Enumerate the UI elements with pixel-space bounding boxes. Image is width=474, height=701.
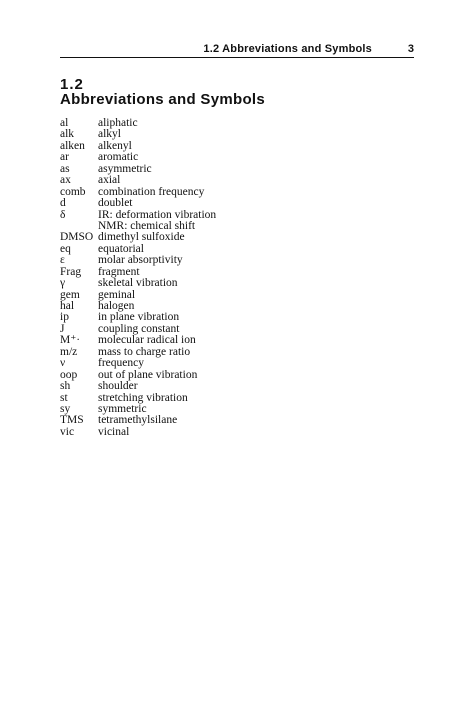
abbreviation: m/z bbox=[60, 345, 78, 358]
definition: mass to charge ratio bbox=[98, 345, 191, 358]
running-head-title: 1.2 Abbreviations and Symbols bbox=[203, 43, 372, 55]
abbreviation: gem bbox=[60, 288, 80, 301]
definition: doublet bbox=[98, 197, 133, 210]
definition: tetramethylsilane bbox=[98, 414, 178, 427]
definition: fragment bbox=[98, 265, 140, 278]
definition: geminal bbox=[98, 288, 136, 301]
definition: aromatic bbox=[98, 151, 139, 164]
definition: skeletal vibration bbox=[98, 277, 178, 290]
abbreviation: alken bbox=[60, 139, 85, 152]
list-item bbox=[60, 175, 320, 186]
definition: alkenyl bbox=[98, 139, 132, 152]
abbreviation-list bbox=[60, 118, 320, 438]
abbreviation: oop bbox=[60, 368, 78, 381]
section-title: Abbreviations and Symbols bbox=[60, 91, 266, 108]
abbreviation: d bbox=[60, 197, 66, 210]
definition: stretching vibration bbox=[98, 391, 188, 404]
abbreviation: ε bbox=[60, 254, 65, 267]
definition: IR: deformation vibration bbox=[98, 208, 217, 221]
abbreviation: alk bbox=[60, 128, 75, 141]
definition: dimethyl sulfoxide bbox=[98, 231, 185, 244]
list-item bbox=[60, 358, 320, 369]
abbreviation: γ bbox=[60, 277, 66, 290]
definition: aliphatic bbox=[98, 117, 138, 129]
abbreviation: ip bbox=[60, 311, 69, 324]
list-item bbox=[60, 198, 320, 209]
definition: halogen bbox=[98, 300, 135, 312]
abbreviation: comb bbox=[60, 185, 86, 198]
definition: out of plane vibration bbox=[98, 368, 198, 381]
definition: vicinal bbox=[98, 425, 130, 438]
definition: equatorial bbox=[98, 242, 144, 255]
abbreviation: ar bbox=[60, 151, 69, 164]
abbreviation: DMSO bbox=[60, 231, 94, 244]
abbreviation: st bbox=[60, 391, 68, 404]
abbreviation: J bbox=[60, 322, 65, 335]
abbreviation: M⁺· bbox=[60, 334, 81, 347]
abbreviation: δ bbox=[60, 208, 66, 221]
running-head bbox=[60, 43, 414, 58]
abbreviation: Frag bbox=[60, 265, 82, 278]
definition: symmetric bbox=[98, 402, 147, 415]
definition: NMR: chemical shift bbox=[98, 219, 196, 232]
definition: molecular radical ion bbox=[98, 334, 196, 347]
list-item bbox=[60, 255, 320, 266]
definition: shoulder bbox=[98, 380, 138, 393]
abbreviation: as bbox=[60, 162, 70, 175]
definition: frequency bbox=[98, 357, 144, 370]
list-item bbox=[60, 427, 320, 438]
abbreviation: ax bbox=[60, 174, 71, 187]
list-item bbox=[60, 278, 320, 289]
definition: molar absorptivity bbox=[98, 254, 183, 267]
abbreviation: eq bbox=[60, 242, 71, 255]
page-number: 3 bbox=[407, 43, 414, 55]
definition: combination frequency bbox=[98, 185, 205, 198]
abbreviation: vic bbox=[60, 425, 75, 438]
definition: axial bbox=[98, 174, 121, 187]
abbreviation: ν bbox=[60, 357, 66, 370]
definition: in plane vibration bbox=[98, 311, 180, 324]
abbreviation: sy bbox=[60, 402, 71, 415]
section-number: 1.2 bbox=[60, 76, 84, 93]
abbreviation: sh bbox=[60, 380, 71, 393]
abbreviation: TMS bbox=[60, 414, 84, 427]
abbreviation: hal bbox=[60, 300, 75, 312]
definition: asymmetric bbox=[98, 162, 152, 175]
abbreviation: al bbox=[60, 117, 69, 129]
definition: coupling constant bbox=[98, 322, 180, 335]
definition: alkyl bbox=[98, 128, 121, 141]
list-item bbox=[60, 381, 320, 392]
